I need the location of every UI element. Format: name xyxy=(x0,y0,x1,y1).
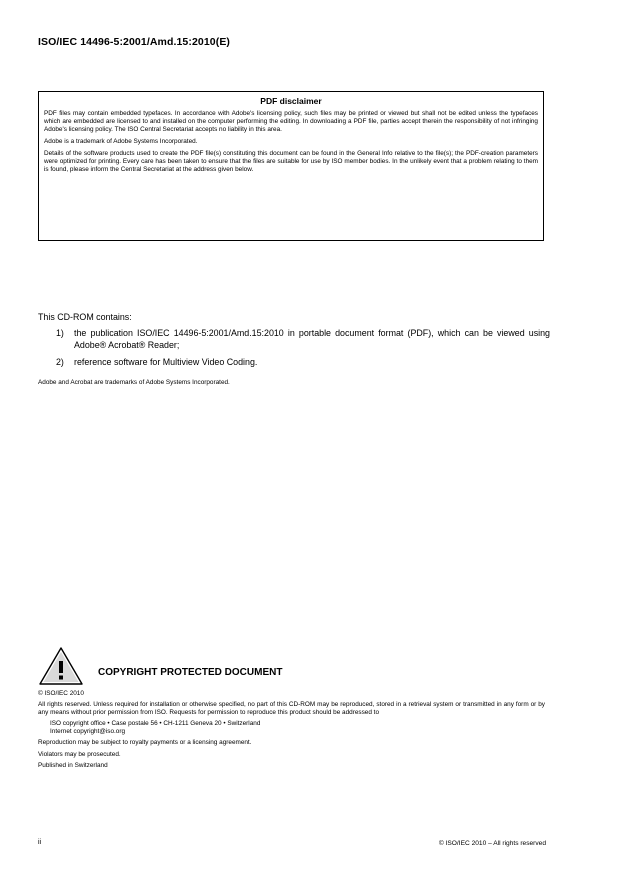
disclaimer-paragraph: PDF files may contain embedded typefaces. In accordance with Adobe's licensing policy, such files may be printed or viewed but shall not be edited unless the typefaces which are embedded are licensed to and installed on the computer performing the editing. In downloading a PDF file, parties accept therein the responsibility of not infringing Adobe's licensing policy. The ISO Central Secretariat accepts no liability in this area. xyxy=(44,110,538,134)
footer-rights: © ISO/IEC 2010 – All rights reserved xyxy=(438,840,546,847)
copyright-title: COPYRIGHT PROTECTED DOCUMENT xyxy=(98,667,283,678)
document-identifier: ISO/IEC 14496-5:2001/Amd.15:2010(E) xyxy=(38,36,231,48)
list-item xyxy=(38,357,550,369)
cdrom-list xyxy=(38,328,550,369)
copyright-notice: © ISO/IEC 2010 xyxy=(38,690,84,697)
page-number: ii xyxy=(38,839,42,846)
trademark-notice: Adobe and Acrobat are trademarks of Adobe Systems Incorporated. xyxy=(38,378,230,386)
list-item-number: 1) xyxy=(56,328,64,338)
cdrom-contents xyxy=(38,312,550,386)
disclaimer-paragraph: Adobe is a trademark of Adobe Systems Incorporated. xyxy=(44,138,198,146)
warning-icon xyxy=(38,646,84,686)
disclaimer-title: PDF disclaimer xyxy=(260,96,322,106)
published-notice: Published in Switzerland xyxy=(38,761,108,769)
cdrom-intro: This CD-ROM contains: xyxy=(38,312,132,322)
rights-statement: All rights reserved. Unless required for installation or otherwise specified, no part of this CD-ROM may be reproduced, stored in a retrieval system or transmitted in any form or by any means without prior permission from ISO. Requests for permission to reproduce this product should be addressed to xyxy=(38,701,545,717)
royalty-notice: Reproduction may be subject to royalty payments or a licensing agreement. xyxy=(38,739,252,747)
list-item-number: 2) xyxy=(56,357,64,367)
list-item xyxy=(38,328,550,351)
copyright-legal-text xyxy=(38,690,545,773)
pdf-disclaimer-box xyxy=(38,91,544,241)
copyright-internet: Internet copyright@iso.org xyxy=(50,728,126,736)
list-item-text: reference software for Multiview Video Coding. xyxy=(74,357,258,367)
disclaimer-paragraph: Details of the software products used to create the PDF file(s) constituting this document can be found in the General Info relative to the file(s); the PDF-creation parameters were optimized for printing. Every care has been taken to ensure that the files are suitable for use by ISO member bodies. In the unlikely event that a problem relating to them is found, please inform the Central Secretariat at the address given below. xyxy=(44,149,538,174)
violators-notice: Violators may be prosecuted. xyxy=(38,750,121,758)
list-item-text: the publication ISO/IEC 14496-5:2001/Amd.15:2010 in portable document format (PDF), which can be viewed using Adobe® Acrobat® Reader; xyxy=(74,328,550,350)
copyright-office-address: ISO copyright office • Case postale 56 • CH-1211 Geneva 20 • Switzerland xyxy=(50,720,261,728)
